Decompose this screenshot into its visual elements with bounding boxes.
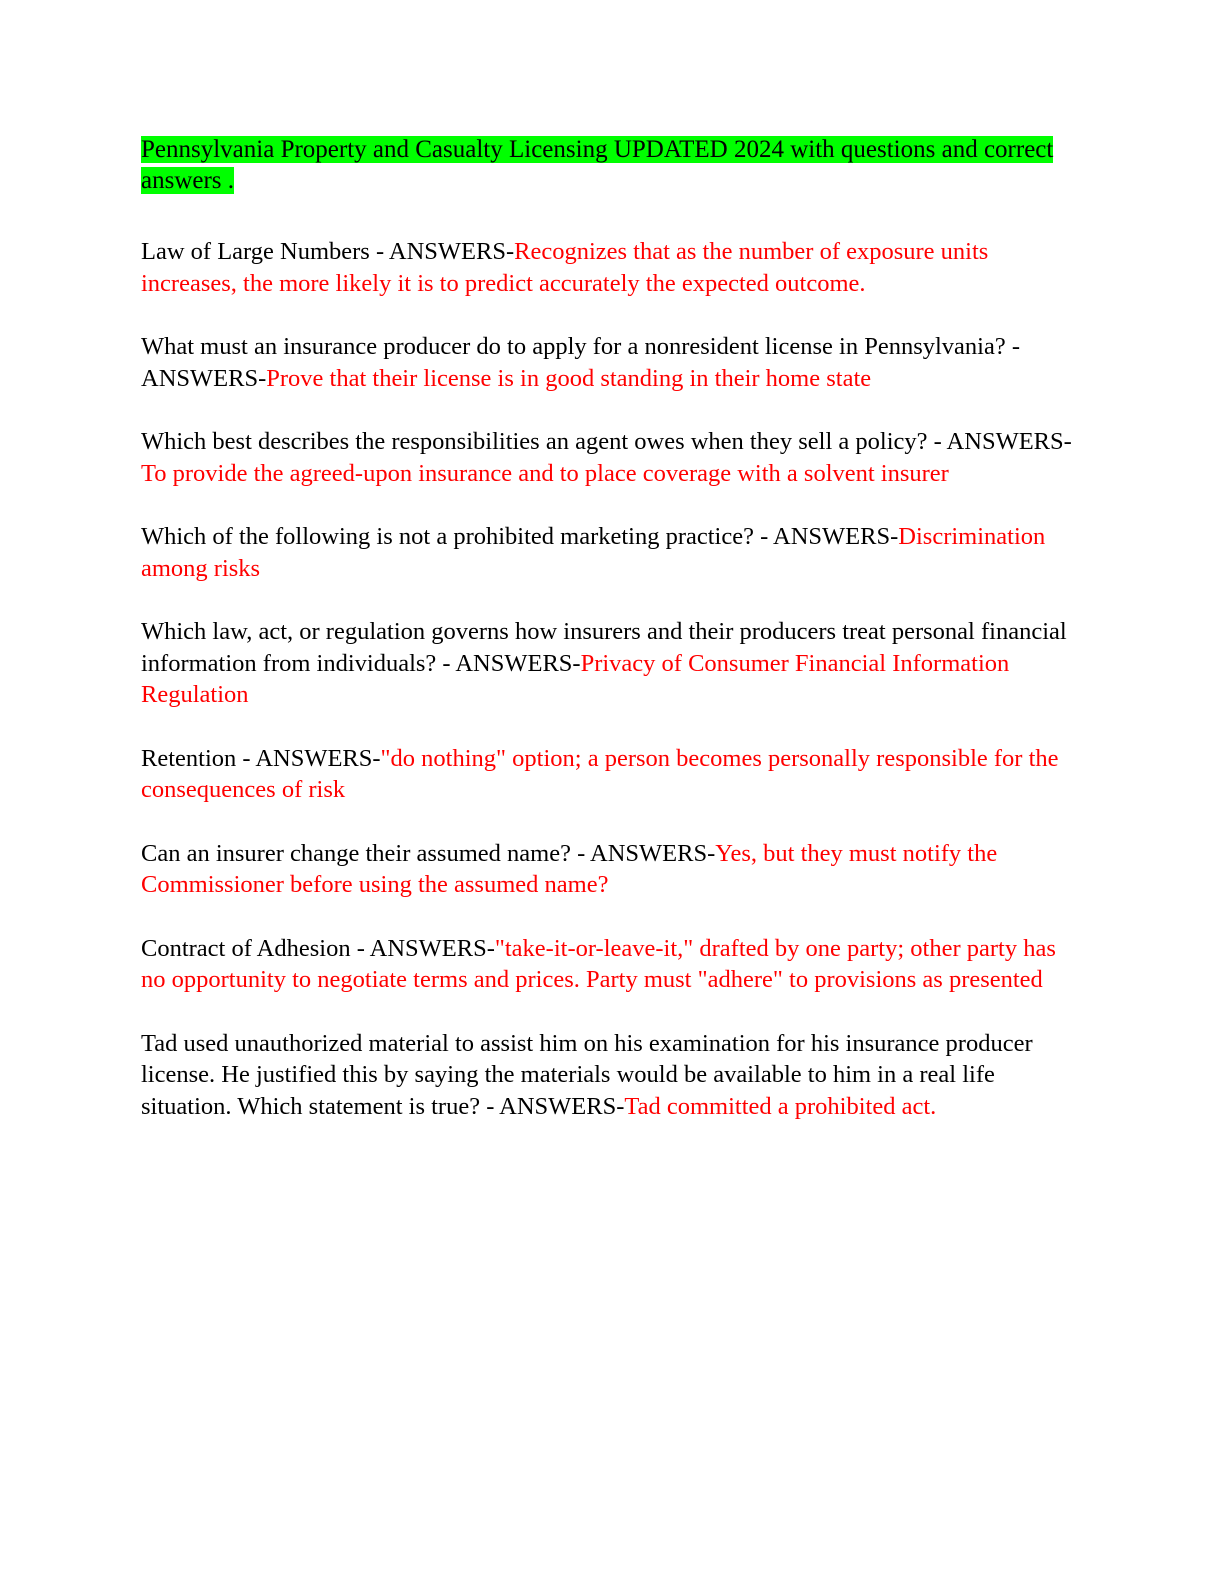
- qa-question: Contract of Adhesion - ANSWERS-: [141, 934, 495, 962]
- qa-item: [141, 616, 1084, 711]
- qa-question: Law of Large Numbers - ANSWERS-: [141, 238, 515, 265]
- qa-question: Which law, act, or regulation governs how insurers and their producers treat personal financial information from individuals? - ANSWERS-: [141, 618, 1067, 677]
- qa-answer: Privacy of Consumer Financial Information Regulation: [141, 649, 1010, 708]
- qa-answer: Yes, but they must notify the Commissioner before using the assumed name?: [141, 839, 998, 898]
- qa-item: [141, 838, 1084, 901]
- qa-answer: To provide the agreed-upon insurance and to place coverage with a solvent insurer: [141, 459, 949, 487]
- qa-item: [141, 426, 1084, 489]
- page-title-highlight: Pennsylvania Property and Casualty Licensing UPDATED 2024 with questions and correct answers .: [141, 136, 1054, 194]
- qa-question: What must an insurance producer do to apply for a nonresident license in Pennsylvania? - ANSWERS-: [141, 333, 1021, 392]
- qa-answer: "take-it-or-leave-it," drafted by one party; other party has no opportunity to negotiate terms and prices. Party must "adhere" to provisions as presented: [141, 934, 1056, 993]
- qa-item: [141, 521, 1084, 584]
- qa-question: Which of the following is not a prohibited marketing practice? - ANSWERS-: [141, 523, 899, 550]
- qa-question: Retention - ANSWERS-: [141, 744, 381, 772]
- qa-answer: Recognizes that as the number of exposure units increases, the more likely it is to predict accurately the expected outcome.: [141, 238, 989, 297]
- qa-item: [141, 743, 1084, 806]
- qa-question: Can an insurer change their assumed name? - ANSWERS-: [141, 839, 716, 867]
- page-title: [141, 134, 1084, 196]
- qa-item: [141, 331, 1084, 394]
- qa-answer: Discrimination among risks: [141, 523, 1046, 582]
- qa-question: Which best describes the responsibilities an agent owes when they sell a policy? - ANSWERS-: [141, 428, 1072, 455]
- qa-item: [141, 236, 1084, 299]
- qa-item: [141, 1028, 1084, 1123]
- qa-answer: "do nothing" option; a person becomes personally responsible for the consequences of risk: [141, 744, 1059, 803]
- qa-item: [141, 933, 1084, 996]
- qa-answer: Tad committed a prohibited act.: [624, 1092, 937, 1120]
- qa-question: Tad used unauthorized material to assist him on his examination for his insurance producer license. He justified this by saying the materials would be available to him in a real life situation. Which statement is true? - ANSWERS-: [141, 1029, 1033, 1120]
- qa-answer: Prove that their license is in good standing in their home state: [266, 364, 872, 392]
